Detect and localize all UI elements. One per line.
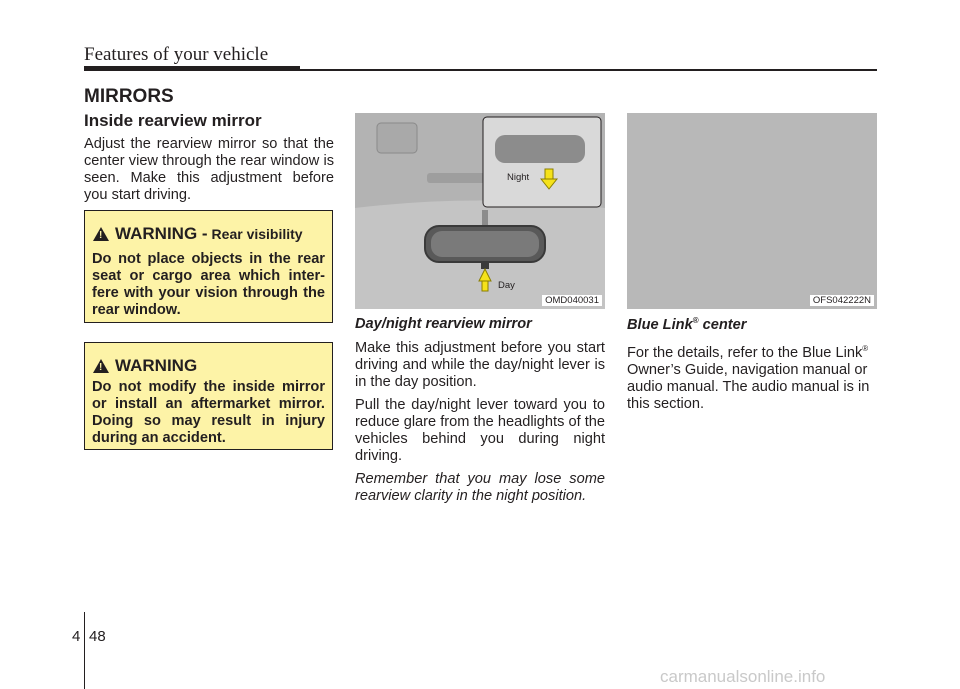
warning-box-rear-visibility	[84, 210, 333, 323]
page-number: 48	[89, 628, 106, 645]
daynight-paragraph-1: Make this adjustment before you start driving and while the day/night lever is in the day position.	[355, 340, 605, 390]
figure-code: OFS042222N	[810, 295, 874, 306]
subheading: Inside rearview mirror	[84, 111, 262, 130]
figure-code: OMD040031	[542, 295, 602, 306]
warning-box-mirror	[84, 342, 333, 450]
bluelink-figure	[627, 113, 877, 309]
section-title: MIRRORS	[84, 86, 174, 107]
intro-paragraph: Adjust the rearview mirror so that the center view through the rear window is seen. Make this adjustment before you start driving.	[84, 136, 334, 203]
daynight-body	[355, 340, 605, 511]
bluelink-caption: Blue Link® center	[627, 316, 747, 333]
night-label: Night	[507, 172, 530, 183]
header-bar-dark	[84, 66, 300, 71]
header-rule	[300, 69, 877, 71]
warning-text: Do not place objects in the rear seat or cargo area which inter-fere with your vision through the rear window.	[92, 251, 325, 318]
rearview-mirror-illustration	[355, 113, 605, 309]
warning-heading	[93, 356, 197, 376]
daynight-caption: Day/night rearview mirror	[355, 316, 532, 332]
warning-label: WARNING -	[115, 224, 208, 243]
warning-sublabel: Rear visibility	[211, 226, 303, 242]
bluelink-body: For the details, refer to the Blue Link® Owner’s Guide, navigation manual or audio manual. The audio manual is in this section.	[627, 344, 870, 412]
day-label: Day	[498, 280, 515, 291]
warning-text: Do not modify the inside mirror or install an aftermarket mirror. Doing so may result in injury during an accident.	[92, 379, 325, 446]
chapter-number: 4	[72, 628, 81, 645]
rearview-mirror-figure	[355, 113, 605, 309]
footer-divider	[84, 612, 85, 689]
warning-heading	[93, 224, 303, 244]
warning-icon: !	[93, 359, 109, 373]
warning-label: WARNING	[115, 356, 198, 375]
daynight-paragraph-2: Pull the day/night lever toward you to reduce glare from the headlights of the vehicles behind you during night driving.	[355, 397, 605, 464]
watermark: carmanualsonline.info	[660, 667, 826, 686]
header-title: Features of your vehicle	[84, 44, 269, 65]
daynight-paragraph-3: Remember that you may lose some rearview clarity in the night position.	[355, 471, 605, 504]
warning-icon: !	[93, 227, 109, 241]
